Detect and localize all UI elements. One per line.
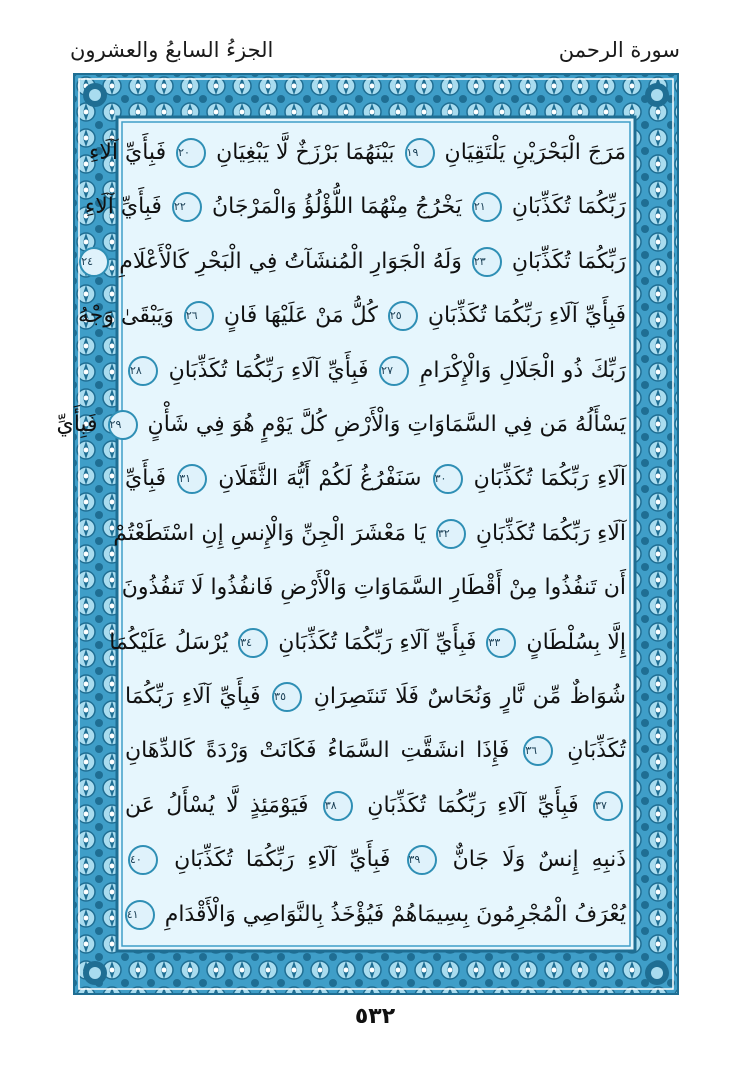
verse-text: بَيْنَهُمَا بَرْزَخٌ لَّا يَبْغِيَانِ (216, 140, 395, 165)
ayah-number-marker: ٢٢ (172, 192, 202, 222)
verse-line (125, 784, 626, 828)
verse-text: آلَاءِ رَبِّكُمَا تُكَذِّبَانِ (475, 520, 626, 546)
verse-line (125, 893, 626, 937)
ayah-number-marker: ٣٨ (323, 791, 353, 821)
ayah-number-marker: ١٩ (405, 138, 435, 168)
verse-line (81, 240, 626, 284)
page-number: ٥٣٢ (354, 1004, 396, 1029)
verse-text: فَبِأَيِّ آلَاءِ (89, 140, 167, 165)
verse-line (125, 838, 626, 882)
ayah-number-marker: ٢٤ (79, 247, 109, 277)
verse-line (109, 621, 626, 665)
verse-text: وَلَهُ الْجَوَارِ الْمُنشَآتُ فِي الْبَحْرِ كَالْأَعْلَامِ (119, 248, 462, 274)
ayah-number-marker: ٣٥ (272, 682, 302, 712)
ayah-number-marker: ٣٩ (407, 845, 437, 875)
ayah-number-marker: ٤٠ (128, 845, 158, 875)
verse-line (121, 566, 626, 610)
verse-text: آلَاءِ رَبِّكُمَا تُكَذِّبَانِ (473, 466, 626, 492)
verse-line (125, 349, 626, 393)
verse-text: فَبِأَيِّ آلَاءِ رَبِّكُمَا تُكَذِّبَانِ (168, 357, 369, 383)
ayah-number-marker: ٢٧ (379, 356, 409, 386)
ayah-number-marker: ٣٣ (486, 628, 516, 658)
ayah-number-marker: ٣٠ (433, 464, 463, 494)
verse-text: يَا مَعْشَرَ الْجِنِّ وَالْإِنسِ إِنِ اسْتَطَعْتُمْ (113, 520, 426, 546)
verse-text: فَبِأَيِّ (56, 412, 98, 437)
ayah-number-marker: ٢٣ (472, 247, 502, 277)
quran-text-panel (56, 126, 627, 942)
ayah-number-marker: ٢٨ (128, 356, 158, 386)
verse-text: رَبِّكُمَا تُكَذِّبَانِ (511, 248, 626, 274)
verse-text: شُوَاظٌ مِّن نَّارٍ وَنُحَاسٌ فَلَا تَنتَصِرَانِ (313, 684, 626, 709)
verse-text: يُرْسَلُ عَلَيْكُمَا (109, 629, 229, 655)
surah-title: سورة الرحمن (558, 38, 680, 62)
verse-line (56, 403, 626, 447)
verse-text: تُكَذِّبَانِ (567, 738, 627, 764)
verse-line (89, 131, 626, 175)
verse-text: مَرَجَ الْبَحْرَيْنِ يَلْتَقِيَانِ (444, 140, 626, 165)
ayah-number-marker: ٣٤ (238, 628, 268, 658)
verse-text: يَسْأَلُهُ مَن فِي السَّمَاوَاتِ وَالْأَرْضِ كُلَّ يَوْمٍ هُوَ فِي شَأْنٍ (147, 412, 626, 437)
verse-text: أَن تَنفُذُوا مِنْ أَقْطَارِ السَّمَاوَاتِ وَالْأَرْضِ فَانفُذُوا لَا تَنفُذُونَ (121, 575, 626, 601)
verse-line (113, 512, 626, 556)
ayah-number-marker: ٣١ (177, 464, 207, 494)
verse-line (84, 185, 626, 229)
verse-text: فَبِأَيِّ آلَاءِ رَبِّكُمَا تُكَذِّبَانِ (278, 629, 477, 655)
ayah-number-marker: ٣٢ (436, 519, 466, 549)
verse-text: رَبِّكَ ذُو الْجَلَالِ وَالْإِكْرَامِ (419, 357, 626, 383)
verse-text: فَبِأَيِّ آلَاءِ (84, 194, 162, 220)
verse-text: فَإِذَا انشَقَّتِ السَّمَاءُ فَكَانَتْ وَرْدَةً كَالدِّهَانِ (125, 738, 510, 764)
verse-line (125, 457, 626, 501)
ayah-number-marker: ٣٧ (593, 791, 623, 821)
ayah-number-marker: ٤١ (125, 900, 155, 930)
verse-text: كُلُّ مَنْ عَلَيْهَا فَانٍ (223, 303, 378, 329)
verse-text: وَيَبْقَىٰ وَجْهُ (78, 303, 174, 329)
verse-text: فَبِأَيِّ آلَاءِ رَبِّكُمَا (125, 684, 261, 709)
verse-text: فَبِأَيِّ (125, 466, 167, 492)
verse-line (78, 294, 626, 338)
ayah-number-marker: ٢٦ (184, 301, 214, 331)
verse-text: فَبِأَيِّ آلَاءِ رَبِّكُمَا تُكَذِّبَانِ (367, 792, 579, 818)
verse-text: يُعْرَفُ الْمُجْرِمُونَ بِسِيمَاهُمْ فَيُؤْخَذُ بِالنَّوَاصِي وَالْأَقْدَامِ (164, 901, 626, 927)
verse-line (125, 729, 626, 773)
ayah-number-marker: ٣٦ (523, 736, 553, 766)
verse-text: ذَنبِهِ إِنسٌ وَلَا جَانٌّ (452, 847, 626, 873)
verse-text: سَنَفْرُغُ لَكُمْ أَيُّهَ الثَّقَلَانِ (218, 466, 422, 492)
juz-title: الجزءُ السابعُ والعشرون (70, 38, 274, 62)
verse-line (125, 675, 626, 719)
verse-text: فَيَوْمَئِذٍ لَّا يُسْأَلُ عَن (125, 792, 309, 818)
verse-text: رَبِّكُمَا تُكَذِّبَانِ (511, 194, 626, 220)
verse-text: فَبِأَيِّ آلَاءِ رَبِّكُمَا تُكَذِّبَانِ (174, 847, 391, 873)
ayah-number-marker: ٢٥ (388, 301, 418, 331)
ayah-number-marker: ٢٠ (176, 138, 206, 168)
verse-text: يَخْرُجُ مِنْهُمَا اللُّؤْلُؤُ وَالْمَرْجَانُ (211, 194, 462, 220)
verse-text: فَبِأَيِّ آلَاءِ رَبِّكُمَا تُكَذِّبَانِ (427, 303, 626, 329)
ayah-number-marker: ٢٩ (108, 410, 138, 440)
ayah-number-marker: ٢١ (472, 192, 502, 222)
verse-text: إِلَّا بِسُلْطَانٍ (526, 629, 626, 655)
